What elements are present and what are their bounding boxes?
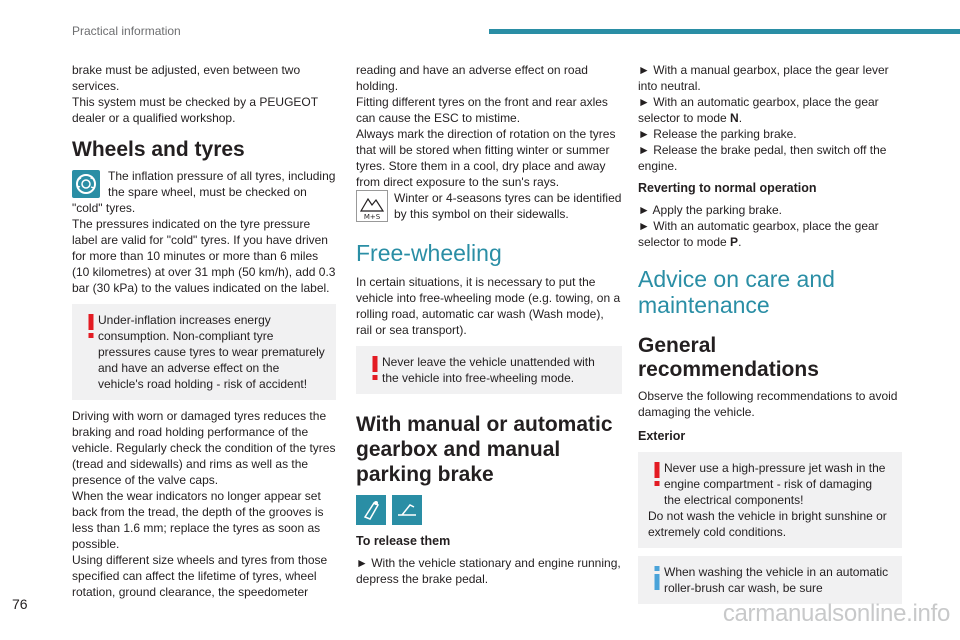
- page-number: 76: [12, 596, 28, 612]
- warning-icon: [88, 314, 94, 338]
- column-2: [356, 62, 622, 587]
- info-icon: [654, 566, 660, 590]
- heading-advice: Advice on care and maintenance: [638, 266, 835, 318]
- heading-manual-automatic: With manual or automatic gearbox and manual parking brake: [356, 413, 613, 486]
- step: ► With the vehicle stationary and engine running, depress the brake pedal.: [356, 556, 621, 586]
- warning-icon: [372, 356, 378, 380]
- section-title: Practical information: [72, 24, 181, 38]
- heading-wheels-tyres: Wheels and tyres: [72, 138, 245, 161]
- heading-general: General recommendations: [638, 334, 819, 381]
- mode-letter: P: [730, 235, 739, 249]
- gear-icons: [356, 495, 622, 525]
- paragraph: reading and have an adverse effect on road holding.: [356, 63, 588, 93]
- gear-lever-icon: [392, 495, 422, 525]
- step: ► With an automatic gearbox, place the gear selector to mode N.: [638, 95, 879, 125]
- column-3: [638, 62, 902, 604]
- warning-text: Never leave the vehicle unattended with the vehicle into free-wheeling mode.: [382, 355, 595, 385]
- heading-free-wheeling: Free-wheeling: [356, 240, 502, 266]
- warning-text: Under-inflation increases energy consumption. Non-compliant tyre pressures cause tyres to wear prematurely and have an adverse effect on the vehicle's road holding - risk of accident!: [98, 313, 325, 391]
- paragraph: When the wear indicators no longer appear set back from the tread, the depth of the grooves is less than 1.6 mm; replace the tyres as soon as possible.: [72, 489, 324, 551]
- snowflake-mountain-icon: [356, 190, 388, 222]
- warning-box: [356, 346, 622, 394]
- paragraph: Fitting different tyres on the front and rear axles can cause the ESC to mistime.: [356, 95, 608, 125]
- step: ► With a manual gearbox, place the gear lever into neutral.: [638, 63, 889, 93]
- header-bar: [489, 29, 960, 34]
- paragraph: In certain situations, it is necessary to put the vehicle into free-wheeling mode (e.g. towing, on a rolling road, automatic car wash (Wash mode), rail or sea transport).: [356, 275, 621, 337]
- step-text: ► With an automatic gearbox, place the gear selector to mode: [638, 219, 879, 249]
- heading-release: To release them: [356, 534, 451, 548]
- paragraph: brake must be adjusted, even between two services.: [72, 63, 301, 93]
- paragraph: Driving with worn or damaged tyres reduces the braking and road holding performance of the vehicle. Regularly check the condition of the tyres (tread and sidewalls) and rims as well as the presence of the valve caps.: [72, 409, 336, 487]
- step-text: ► With an automatic gearbox, place the gear selector to mode: [638, 95, 879, 125]
- step: ► Apply the parking brake.: [638, 203, 782, 217]
- paragraph: Always mark the direction of rotation on the tyres that will be stored when fitting winter or summer tyres. Store them in a cool, dry place and away from direct exposure to the sun's rays.: [356, 127, 616, 189]
- info-text: When washing the vehicle in an automatic roller-brush car wash, be sure: [664, 565, 889, 595]
- ms-note-text: Winter or 4-seasons tyres can be identified by this symbol on their sidewalls.: [394, 191, 622, 221]
- watermark: carmanualsonline.info: [722, 600, 950, 627]
- ms-note: [356, 190, 622, 222]
- paragraph: Using different size wheels and tyres from those specified can affect the lifetime of tyres, wheel rotation, ground clearance, the speedometer: [72, 553, 328, 599]
- info-box: [638, 556, 902, 604]
- warning-text: Do not wash the vehicle in bright sunshine or extremely cold conditions.: [648, 509, 887, 539]
- step: ► Release the brake pedal, then switch off the engine.: [638, 143, 887, 173]
- column-1: [72, 62, 336, 600]
- tyre-icon: [72, 170, 100, 198]
- step: ► With an automatic gearbox, place the gear selector to mode P.: [638, 219, 879, 249]
- paragraph: The pressures indicated on the tyre pressure label are valid for "cold" tyres. If you have driven for more than 10 minutes or more than 6 miles (10 kilometres) at over 31 mph (50 km/h), add 0.3 bar (30 kPa) to the values indicated on the label.: [72, 217, 336, 295]
- warning-box: [72, 304, 336, 400]
- svg-text:M+S: M+S: [363, 213, 381, 221]
- parking-brake-icon: [356, 495, 386, 525]
- mode-letter: N: [730, 111, 739, 125]
- paragraph: This system must be checked by a PEUGEOT dealer or a qualified workshop.: [72, 95, 318, 125]
- paragraph: Observe the following recommendations to avoid damaging the vehicle.: [638, 389, 898, 419]
- warning-box: [638, 452, 902, 548]
- warning-text: Never use a high-pressure jet wash in the engine compartment - risk of damaging the electrical components!: [664, 461, 886, 507]
- step: ► Release the parking brake.: [638, 127, 797, 141]
- heading-exterior: Exterior: [638, 429, 686, 443]
- tyre-note: [72, 168, 336, 216]
- warning-icon: [654, 462, 660, 486]
- heading-revert: Reverting to normal operation: [638, 181, 817, 195]
- tyre-note-text: The inflation pressure of all tyres, including the spare wheel, must be checked on "cold" tyres.: [72, 169, 336, 215]
